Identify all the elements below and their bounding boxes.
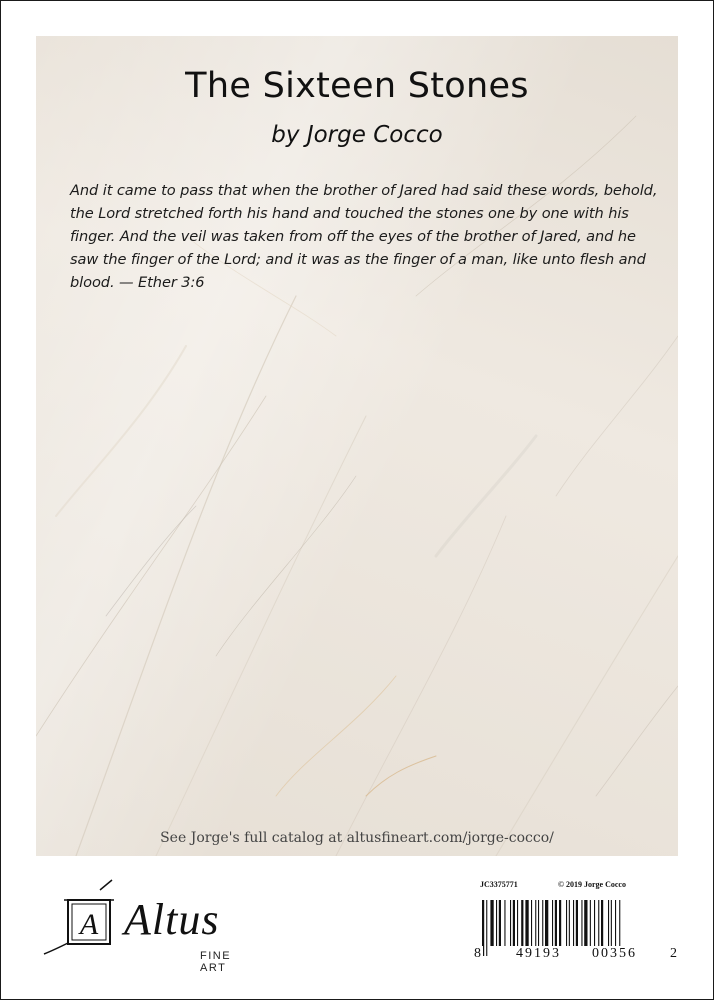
logo-subtitle: FINE ART: [200, 950, 232, 974]
barcode-right-group: 00356: [592, 946, 637, 961]
barcode-bar: [496, 900, 497, 946]
barcode-check-digit: 2: [670, 946, 677, 961]
barcode-bar: [566, 900, 567, 946]
logo-mark-letter: A: [79, 908, 99, 941]
barcode-bar: [486, 900, 487, 956]
barcode-bar: [594, 900, 595, 946]
catalog-link-text[interactable]: See Jorge's full catalog at altusfineart.com/jorge-cocco/: [160, 830, 554, 846]
barcode-bar: [510, 900, 511, 946]
barcode-lead-digit: 8: [474, 946, 481, 961]
barcode-bar: [584, 900, 587, 946]
barcode-bar: [535, 900, 536, 946]
barcode-bar: [598, 900, 599, 946]
artist-byline: by Jorge Cocco: [271, 122, 443, 148]
altus-mark-icon: [40, 876, 130, 966]
barcode-bar: [590, 900, 591, 946]
barcode-left-group: 49193: [516, 946, 561, 961]
barcode-bar: [581, 900, 582, 946]
barcode-bar: [608, 900, 609, 946]
barcode-bar: [499, 900, 501, 946]
barcode-bar: [531, 900, 532, 946]
barcode-bar: [538, 900, 539, 946]
barcode-bar: [576, 900, 578, 946]
barcode-bar: [569, 900, 570, 946]
barcode-bar: [525, 900, 528, 946]
barcode-bar: [504, 900, 505, 946]
card-title: The Sixteen Stones: [185, 66, 529, 106]
barcode-bar: [559, 900, 561, 946]
logo-name: Altus: [124, 895, 220, 944]
barcode-bar: [490, 900, 493, 946]
scripture-quote: And it came to pass that when the brother of Jared had said these words, behold, the Lord stretched forth his hand and touched the stones one by one with his finger. And the veil was taken from off the eyes of the brother of Jared, and he saw the finger of the Lord; and it was as the finger of a man, like unto flesh and blood. — Ether 3:6: [70, 182, 658, 291]
product-sku: JC3375771: [480, 880, 518, 889]
barcode-bar: [601, 900, 603, 946]
barcode-bar: [611, 900, 612, 946]
barcode-block: [474, 880, 680, 974]
barcode-bar: [521, 900, 523, 946]
barcode-bar: [573, 900, 574, 946]
copyright-notice: © 2019 Jorge Cocco: [558, 880, 626, 889]
altus-logo: [40, 876, 260, 974]
barcode-bars: [478, 900, 680, 956]
marble-veins: [36, 36, 678, 856]
marble-panel: [36, 36, 678, 856]
barcode-bar: [542, 900, 543, 946]
barcode-bar: [545, 900, 548, 946]
barcode-bar: [517, 900, 518, 946]
barcode-bar: [513, 900, 515, 946]
